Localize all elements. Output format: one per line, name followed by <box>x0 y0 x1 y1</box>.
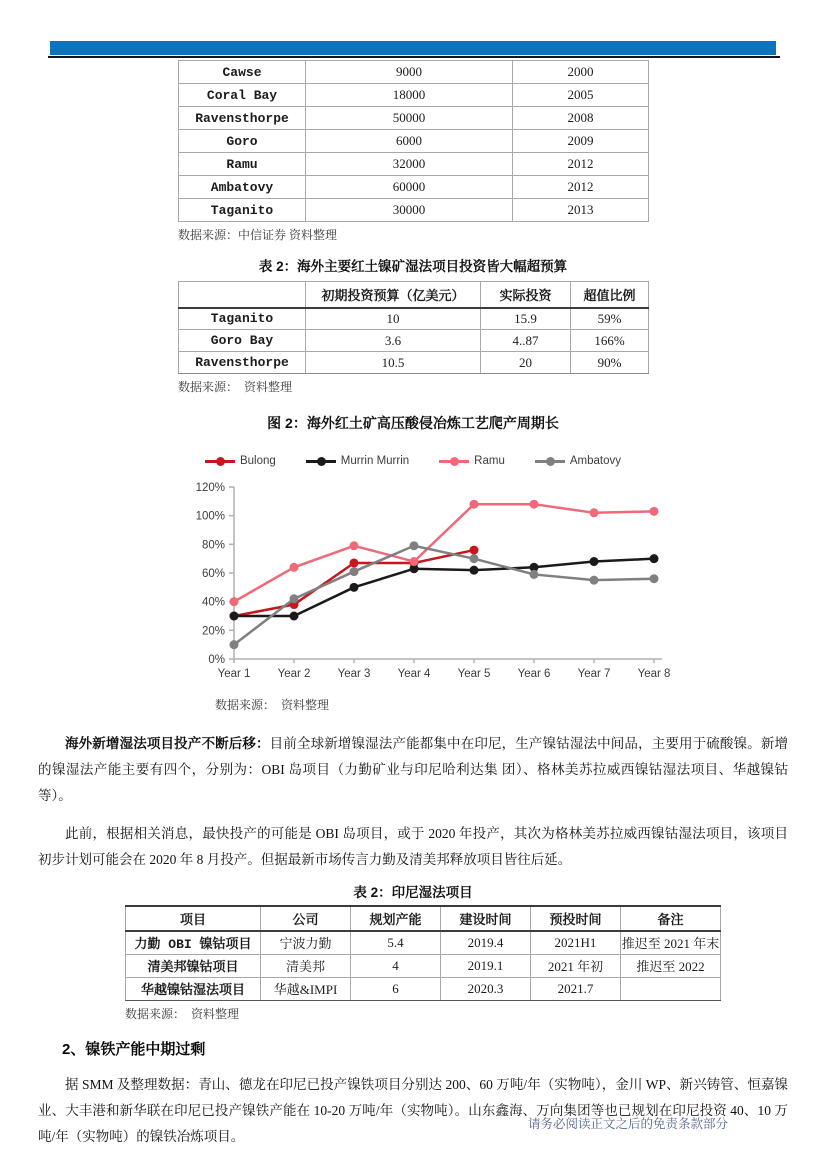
table-cell: 清美邦镍钴项目 <box>126 954 261 977</box>
svg-text:120%: 120% <box>195 482 225 494</box>
table-header-cell: 超值比例 <box>571 282 649 308</box>
table-cell: 5.4 <box>351 931 441 954</box>
overbudget-table <box>178 281 649 374</box>
table-cell: 2021 年初 <box>531 954 621 977</box>
table3-source: 数据来源： 资料整理 <box>125 1006 240 1021</box>
table-cell: Goro Bay <box>179 330 306 352</box>
table-cell: 2021.7 <box>531 977 621 1000</box>
legend-marker-icon <box>306 460 336 463</box>
table-cell: 50000 <box>306 107 513 130</box>
svg-text:20%: 20% <box>201 625 225 638</box>
table-cell: 32000 <box>306 153 513 176</box>
legend-item <box>439 455 505 467</box>
table-row <box>179 199 649 222</box>
table-header-cell: 备注 <box>621 906 721 931</box>
svg-text:80%: 80% <box>201 539 225 552</box>
table-cell: 2005 <box>513 84 649 107</box>
table-row <box>126 977 721 1000</box>
table-cell: 6000 <box>306 130 513 153</box>
table-cell: Ramu <box>179 153 306 176</box>
svg-text:Year 8: Year 8 <box>637 668 671 679</box>
table-cell: 宁波力勤 <box>261 931 351 954</box>
table-cell: Taganito <box>179 199 306 222</box>
svg-text:40%: 40% <box>201 596 225 609</box>
svg-text:60%: 60% <box>201 568 225 580</box>
legend-item <box>306 455 409 467</box>
legend-marker-icon <box>535 460 565 463</box>
section-heading-nickel-iron: 2、镍铁产能中期过剩 <box>62 1040 206 1058</box>
table-cell: 59% <box>571 308 649 330</box>
table-header-row <box>126 906 721 931</box>
table-cell: 2019.4 <box>441 931 531 954</box>
table-cell: 2009 <box>513 130 649 153</box>
table-row <box>179 308 649 330</box>
table-cell: 2021H1 <box>531 931 621 954</box>
line-chart <box>184 471 674 679</box>
table-header-cell <box>179 282 306 308</box>
paragraph-wet-process-delay <box>38 731 788 809</box>
table-cell <box>621 977 721 1000</box>
paragraph-text: 目前全球新增镍湿法产能都集中在印尼，生产镍钴湿法中间品，主要用于硫酸镍。新增的镍湿法产能主要有四个，分别为：OBI 岛项目（力勤矿业与印尼哈利达集 团）、格林美苏拉威西镍钴湿法项目、华越镍钴等）。 <box>38 736 789 803</box>
table-cell: 166% <box>571 330 649 352</box>
table-cell: 2019.1 <box>441 954 531 977</box>
legend-dot-icon <box>216 457 225 466</box>
legend-dot-icon <box>317 457 326 466</box>
table-row <box>179 61 649 84</box>
overseas-projects-table <box>178 60 649 222</box>
svg-text:Year 5: Year 5 <box>457 668 491 679</box>
table-cell: 推迟至 2021 年末 <box>621 931 721 954</box>
legend-label: Ramu <box>474 455 505 467</box>
table-cell: 3.6 <box>306 330 481 352</box>
legend-marker-icon <box>205 460 235 463</box>
table-cell: 18000 <box>306 84 513 107</box>
table2-source: 数据来源： 资料整理 <box>178 380 293 394</box>
chart-area <box>184 471 826 684</box>
table-header-cell: 预投时间 <box>531 906 621 931</box>
table-cell: Ravensthorpe <box>179 107 306 130</box>
svg-text:100%: 100% <box>195 510 225 523</box>
table-cell: 清美邦 <box>261 954 351 977</box>
table-cell: 力勤 OBI 镍钴项目 <box>126 931 261 954</box>
table-row <box>179 330 649 352</box>
indonesia-projects-table <box>125 905 721 1001</box>
table-header-cell: 初期投资预算（亿美元） <box>306 282 481 308</box>
legend-marker-icon <box>439 460 469 463</box>
legend-label: Murrin Murrin <box>340 455 410 467</box>
table-cell: 20 <box>481 352 571 374</box>
svg-text:Year 7: Year 7 <box>577 668 611 679</box>
table-row <box>126 931 721 954</box>
footer-disclaimer: 请务必阅读正文之后的免责条款部分 <box>527 1117 728 1131</box>
table-cell: Ambatovy <box>179 176 306 199</box>
svg-text:Year 1: Year 1 <box>217 668 251 679</box>
table2-title: 表 2：海外主要红土镍矿湿法项目投资皆大幅超预算 <box>258 259 568 274</box>
table-cell: 2008 <box>513 107 649 130</box>
legend-item <box>205 455 276 467</box>
svg-text:Year 4: Year 4 <box>397 668 431 679</box>
table-cell: 2020.3 <box>441 977 531 1000</box>
table-cell: Cawse <box>179 61 306 84</box>
header-divider <box>48 56 780 58</box>
table-cell: Ravensthorpe <box>179 352 306 374</box>
legend-dot-icon <box>546 457 555 466</box>
table-row <box>179 352 649 374</box>
table-cell: 华越镍钴湿法项目 <box>126 977 261 1000</box>
table-cell: 2013 <box>513 199 649 222</box>
legend-dot-icon <box>450 457 459 466</box>
table-cell: 10.5 <box>306 352 481 374</box>
table-row <box>126 954 721 977</box>
table1-source: 数据来源：中信证券 资料整理 <box>178 228 338 242</box>
legend-item <box>535 455 621 467</box>
table-cell: 30000 <box>306 199 513 222</box>
table-cell: 2012 <box>513 153 649 176</box>
figure-title: 图 2：海外红土矿高压酸侵冶炼工艺爬产周期长 <box>267 415 559 431</box>
table-cell: Taganito <box>179 308 306 330</box>
legend-label: Bulong <box>239 455 276 467</box>
table-cell: 60000 <box>306 176 513 199</box>
svg-text:Year 3: Year 3 <box>337 668 371 679</box>
legend-label: Ambatovy <box>569 455 621 467</box>
table-cell: 9000 <box>306 61 513 84</box>
table-cell: 4..87 <box>481 330 571 352</box>
chart-legend <box>0 455 826 467</box>
table-row <box>179 130 649 153</box>
table-cell: 4 <box>351 954 441 977</box>
table-cell: 2012 <box>513 176 649 199</box>
paragraph-nickel-iron-capacity: 据 SMM 及整理数据：青山、德龙在印尼已投产镍铁项目分别达 200、60 万吨/年（实物吨），金川 WP、新兴铸管、恒嘉镍业、大丰港和新华联在印尼已投产镍铁产能在 10-20 万吨/年（实物吨）。山东鑫海、万向集团等也已规划在印尼投资 40、10 万吨/年（实物吨）的镍铁冶炼项目。 <box>38 1076 788 1144</box>
table-cell: 推迟至 2022 <box>621 954 721 977</box>
table3-title: 表 2：印尼湿法项目 <box>353 885 473 900</box>
table-header-row <box>179 282 649 308</box>
table-cell: 10 <box>306 308 481 330</box>
table-header-cell: 实际投资 <box>481 282 571 308</box>
table-cell: Goro <box>179 130 306 153</box>
paragraph-lead-bold: 海外新增湿法项目投产不断后移： <box>65 736 270 751</box>
svg-text:Year 2: Year 2 <box>277 668 311 679</box>
table-row <box>179 84 649 107</box>
header-bar <box>50 41 776 55</box>
table-header-cell: 公司 <box>261 906 351 931</box>
table-cell: Coral Bay <box>179 84 306 107</box>
figure-source: 数据来源： 资料整理 <box>215 698 330 712</box>
table-header-cell: 项目 <box>126 906 261 931</box>
table-row <box>179 107 649 130</box>
svg-text:0%: 0% <box>208 654 225 666</box>
table-row <box>179 176 649 199</box>
table-cell: 90% <box>571 352 649 374</box>
table-header-cell: 建设时间 <box>441 906 531 931</box>
table-row <box>179 153 649 176</box>
svg-text:Year 6: Year 6 <box>517 668 551 679</box>
table-cell: 2000 <box>513 61 649 84</box>
paragraph-obi-project: 此前，根据相关消息，最快投产的可能是 OBI 岛项目，或于 2020 年投产，其次为格林美苏拉威西镍钴湿法项目，该项目初步计划可能会在 2020 年 8 月投产。但据最新市场传言力勤及清美邦释放项目皆往后延。 <box>38 826 788 867</box>
table-header-cell: 规划产能 <box>351 906 441 931</box>
table-cell: 15.9 <box>481 308 571 330</box>
table-cell: 6 <box>351 977 441 1000</box>
table-cell: 华越&IMPI <box>261 977 351 1000</box>
